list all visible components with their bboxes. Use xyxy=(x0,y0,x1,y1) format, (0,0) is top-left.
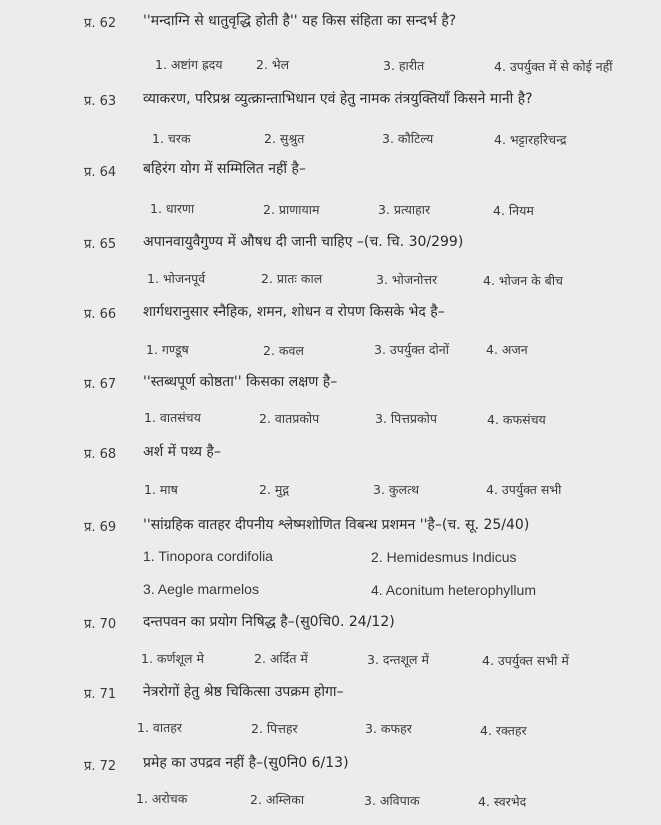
question-text: व्याकरण, परिप्रश्न व्युत्क्रान्ताभिधान एवं हेतु नामक तंत्रयुक्तियाँ किसने मानी है? xyxy=(143,91,533,107)
option-3: 3. भोजनोत्तर xyxy=(376,272,438,287)
option-2: 2. अम्लिका xyxy=(250,792,305,807)
question-text: ''मन्दाग्नि से धातुवृद्धि होती है'' यह किस संहिता का सन्दर्भ है? xyxy=(143,13,457,29)
option-4: 4. उपर्युक्त सभी xyxy=(486,482,562,497)
option-1: 1. गण्डूष xyxy=(146,342,189,357)
option-2: 2. मुद्ग xyxy=(259,482,290,497)
option-4: 4. भट्टारहरिचन्द्र xyxy=(494,132,567,147)
option-2: 2. अर्दित में xyxy=(254,651,308,666)
option-1: 1. चरक xyxy=(152,131,191,146)
option-3: 3. कुलत्थ xyxy=(373,482,420,497)
option-1: 1. Tinopora cordifolia xyxy=(143,548,273,564)
option-1: 1. अष्टांग ह्रदय xyxy=(155,57,223,72)
option-4: 4. भोजन के बीच xyxy=(483,273,563,288)
option-3: 3. अविपाक xyxy=(364,793,420,808)
option-1: 1. वातसंचय xyxy=(144,410,201,425)
option-1: 1. कर्णशूल मे xyxy=(141,651,204,666)
question-text: बहिरंग योग में सम्मिलित नहीं है– xyxy=(143,161,306,177)
option-2: 2. वातप्रकोप xyxy=(259,411,320,426)
option-3: 3. कफहर xyxy=(365,721,412,736)
question-number: प्र. 65 xyxy=(84,237,117,252)
option-2: 2. Hemidesmus Indicus xyxy=(371,549,517,565)
question-number: प्र. 72 xyxy=(84,759,117,774)
option-1: 1. वातहर xyxy=(137,720,182,735)
question-text: ''सांग्रहिक वातहर दीपनीय श्लेष्मशोणित विबन्ध प्रशमन ''है–(च. सू. 25/40) xyxy=(143,517,530,533)
option-3: 3. हारीत xyxy=(383,58,425,73)
option-3: 3. पित्तप्रकोप xyxy=(375,411,437,426)
question-text: ''स्तब्धपूर्ण कोष्ठता'' किसका लक्षण है– xyxy=(143,374,338,390)
question-number: प्र. 71 xyxy=(84,687,117,702)
option-3: 3. दन्तशूल में xyxy=(367,652,429,667)
option-1: 1. भोजनपूर्व xyxy=(147,271,206,286)
question-number: प्र. 63 xyxy=(84,94,117,109)
option-4: 4. कफसंचय xyxy=(487,412,546,427)
option-1: 1. धारणा xyxy=(150,201,195,216)
option-3: 3. कौटिल्य xyxy=(382,131,434,146)
question-number: प्र. 64 xyxy=(84,165,117,180)
question-text: अपानवायुवैगुण्य में औषध दी जानी चाहिए –(च. चि. 30/299) xyxy=(143,234,464,250)
question-number: प्र. 66 xyxy=(84,307,117,322)
question-text: नेत्ररोगों हेतु श्रेष्ठ चिकित्सा उपक्रम होगा– xyxy=(143,684,344,700)
option-4: 4. Aconitum heterophyllum xyxy=(371,582,536,598)
option-1: 1. माष xyxy=(144,482,178,497)
option-2: 2. कवल xyxy=(263,343,304,358)
option-4: 4. रक्तहर xyxy=(480,723,527,738)
question-text: शार्गधरानुसार स्नैहिक, शमन, शोधन व रोपण किसके भेद है– xyxy=(143,304,445,320)
option-4: 4. नियम xyxy=(493,203,534,218)
option-2: 2. भेल xyxy=(256,57,290,72)
option-2: 2. प्रातः काल xyxy=(261,271,323,286)
option-2: 2. प्राणायाम xyxy=(263,202,320,217)
question-number: प्र. 62 xyxy=(84,16,117,31)
option-2: 2. पित्तहर xyxy=(251,721,298,736)
option-2: 2. सुश्रुत xyxy=(264,131,305,146)
option-3: 3. उपर्युक्त दोनों xyxy=(374,342,449,357)
option-4: 4. उपर्युक्त सभी में xyxy=(482,653,569,668)
option-3: 3. Aegle marmelos xyxy=(143,581,259,597)
option-4: 4. स्वरभेद xyxy=(478,794,527,809)
question-number: प्र. 69 xyxy=(84,520,117,535)
option-4: 4. अजन xyxy=(486,342,528,357)
option-4: 4. उपर्युक्त में से कोई नहीं xyxy=(494,59,613,74)
question-text: अर्श में पथ्य है– xyxy=(143,444,221,460)
question-number: प्र. 68 xyxy=(84,447,117,462)
question-number: प्र. 67 xyxy=(84,377,117,392)
question-number: प्र. 70 xyxy=(84,617,117,632)
option-3: 3. प्रत्याहार xyxy=(378,202,431,217)
question-text: प्रमेह का उपद्रव नहीं है–(सु0नि0 6/13) xyxy=(143,755,349,771)
question-text: दन्तपवन का प्रयोग निषिद्ध है–(सु0चि0. 24/12) xyxy=(143,614,395,630)
option-1: 1. अरोचक xyxy=(136,791,188,806)
